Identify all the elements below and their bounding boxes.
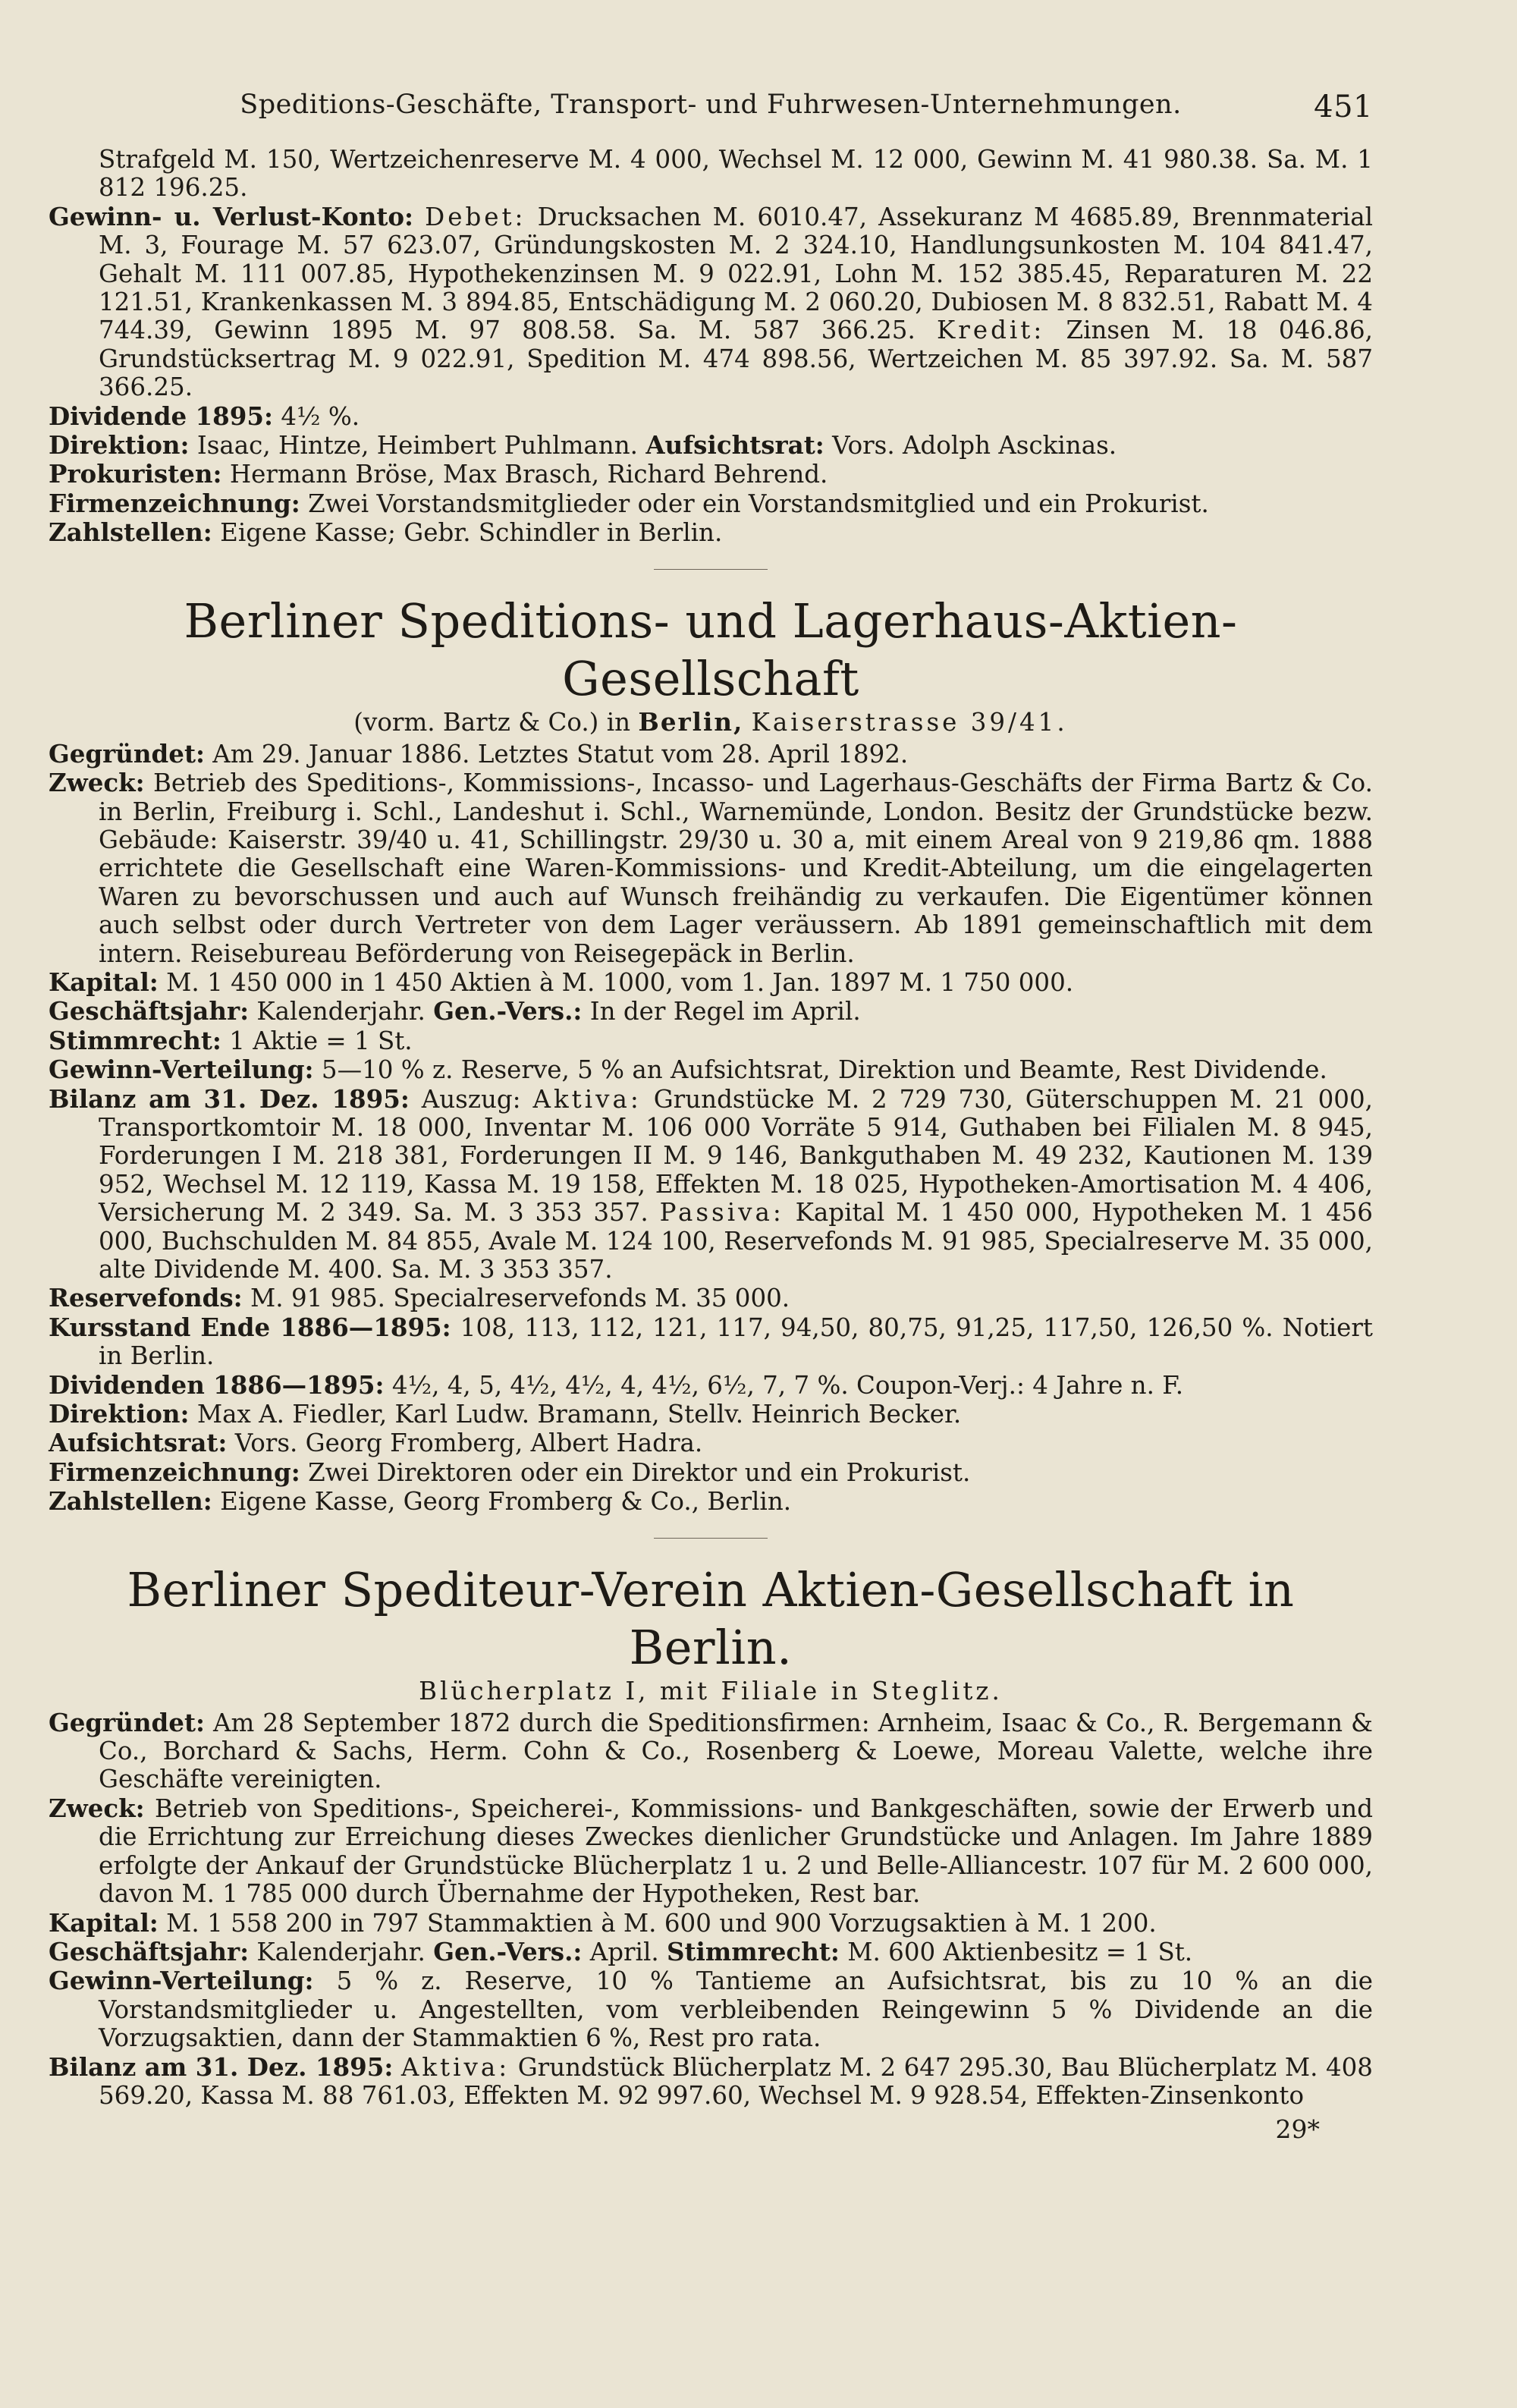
prev-balance-continued: Strafgeld M. 150, Wertzeichenreserve M. 4 000, Wechsel M. 12 000, Gewinn M. 41 980.38. Sa. M. 1 812 196.25. (99, 145, 1373, 203)
running-header (49, 90, 1373, 124)
section-divider (654, 569, 768, 570)
entry-label: Gen.-Vers.: (433, 996, 583, 1026)
company-title: Berliner Spediteur-Verein Aktien-Gesellschaft in Berlin. (127, 1561, 1295, 1675)
entry-value: Vors. Georg Fromberg, Albert Hadra. (234, 1429, 703, 1458)
prev-direktion (49, 431, 1373, 460)
entry-label: Direktion: (49, 1399, 190, 1429)
prev-gewinn-verlust-konto (49, 203, 1373, 402)
entry-value: Zwei Vorstandsmitglieder oder ein Vorstandsmitglied und ein Prokurist. (308, 489, 1209, 518)
entry-value: Kalenderjahr. (256, 997, 426, 1026)
entry-value: Betrieb von Speditions-, Speicherei-, Kommissions- und Bankgeschäften, sowie der Erwerb und die Errichtung zur Erreichung dieses Zweckes dienlicher Grundstücke und Anlagen. Im Jahre 1889 erfolgte der Ankauf der Grundstücke Blücherplatz 1 u. 2 und Belle-Alliancestr. 107 für M. 2 600 000, davon M. 1 785 000 durch Übernahme der Hypotheken, Rest bar. (99, 1793, 1373, 1909)
entry-value: Kalenderjahr. (256, 1937, 426, 1966)
page-number: 451 (1314, 90, 1373, 124)
c1-zahlstellen (49, 1487, 1373, 1516)
prev-firmenzeichnung (49, 489, 1373, 518)
entry-label: Prokuristen: (49, 459, 222, 489)
entry-value: 5 % z. Reserve, 10 % Tantieme an Aufsichtsrat, bis zu 10 % an die Vorstandsmitglieder u. Angestellten, vom verbleibenden Reingewinn 5 % Dividende an die Vorzugsaktien, dann der Stammaktien 6 %, Rest pro rata. (99, 1966, 1373, 2053)
kredit-label: Kredit: (937, 316, 1045, 345)
signature-mark: 29* (1275, 2114, 1320, 2145)
entry-label: Zahlstellen: (49, 1486, 212, 1517)
c1-kapital (49, 968, 1373, 997)
entry-value: Am 28 September 1872 durch die Speditionsfirmen: Arnheim, Isaac & Co., R. Bergemann & Co., Borchard & Sachs, Herm. Cohn & Co., Rosenberg & Loewe, Moreau Valette, welche ihre Geschäfte vereinigten. (99, 1708, 1373, 1794)
c1-dividenden (49, 1371, 1373, 1400)
entry-label: Geschäftsjahr: (49, 996, 250, 1026)
entry-label: Dividende 1895: (49, 401, 273, 431)
passiva-label: Passiva: (659, 1198, 784, 1228)
entry-value: Eigene Kasse; Gebr. Schindler in Berlin. (220, 518, 723, 548)
c1-gewinn-verteilung (49, 1055, 1373, 1084)
entry-label: Zweck: (49, 1793, 145, 1823)
entry-value: M. 1 450 000 in 1 450 Aktien à M. 1000, vom 1. Jan. 1897 M. 1 750 000. (166, 967, 1074, 997)
entry-value: April. (589, 1937, 659, 1966)
c1-direktion (49, 1400, 1373, 1429)
c1-reservefonds (49, 1284, 1373, 1312)
entry-value: Betrieb des Speditions-, Kommissions-, Incasso- und Lagerhaus-Geschäfts der Firma Bartz & Co. in Berlin, Freiburg i. Schl., Landeshut i. Schl., Warnemünde, London. Besitz der Grundstücke bezw. Gebäude: Kaiserstr. 39/40 u. 41, Schillingstr. 29/30 u. 30 a, mit einem Areal von 9 219,86 qm. 1888 errichtete die Gesellschaft eine Waren-Kommissions- und Kredit-Abteilung, um die eingelagerten Waren zu bevorschussen und auch auf Wunsch freihändig zu verkaufen. Die Eigentümer können auch selbst oder durch Vertreter von dem Lager veräussern. Ab 1891 gemeinschaftlich mit dem intern. Reisebureau Beförderung von Reisegepäck in Berlin. (99, 769, 1373, 968)
entry-value: 1 Aktie = 1 St. (229, 1026, 413, 1055)
running-title: Speditions-Geschäfte, Transport- und Fuhrwesen-Unternehmungen. (240, 90, 1182, 120)
company-address: Blücherplatz I, mit Filiale in Steglitz. (419, 1676, 1003, 1705)
entry-value: In der Regel im April. (589, 997, 861, 1026)
address-prefix: (vorm. Bartz & Co.) in (353, 707, 631, 737)
entry-value: 4½ %. (281, 401, 360, 431)
c2-bilanz (49, 2053, 1373, 2111)
entry-label: Zweck: (49, 768, 145, 798)
c1-geschaeftsjahr (49, 997, 1373, 1026)
entry-value: 4½, 4, 5, 4½, 4½, 4, 4½, 6½, 7, 7 %. Coupon-Verj.: 4 Jahre n. F. (391, 1370, 1184, 1400)
company-address (49, 708, 1373, 737)
entry-label: Gewinn- u. Verlust-Konto: (49, 201, 414, 231)
entry-label: Aufsichtsrat: (645, 430, 824, 461)
entry-label: Gegründet: (49, 738, 205, 769)
entry-label: Gewinn-Verteilung: (49, 1055, 314, 1085)
entry-label: Firmenzeichnung: (49, 1457, 300, 1487)
c2-zweck (49, 1794, 1373, 1909)
prev-dividende (49, 402, 1373, 431)
c1-bilanz (49, 1085, 1373, 1284)
entry-value: M. 600 Aktienbesitz = 1 St. (847, 1937, 1193, 1966)
c1-firmenzeichnung (49, 1458, 1373, 1487)
address-street: Kaiserstrasse 39/41. (751, 707, 1068, 737)
c1-aufsichtsrat (49, 1429, 1373, 1457)
entry-label: Zahlstellen: (49, 517, 212, 548)
c2-gewinn-verteilung (49, 1966, 1373, 2052)
entry-label: Kapital: (49, 1907, 159, 1938)
c2-geschaeftsjahr (49, 1938, 1373, 1966)
entry-value: Vors. Adolph Asckinas. (832, 431, 1117, 461)
aktiva-items: Grundstück Blücherplatz M. 2 647 295.30, Bau Blücherplatz M. 408 569.20, Kassa M. 88 761.03, Effekten M. 92 997.60, Wechsel M. 9 928.54, Effekten-Zinsenkonto (99, 2052, 1373, 2110)
entry-value: Hermann Bröse, Max Brasch, Richard Behrend. (229, 460, 828, 489)
c2-kapital (49, 1909, 1373, 1938)
entry-value: Am 29. Januar 1886. Letztes Statut vom 28. April 1892. (212, 739, 909, 769)
aktiva-items: Grundstücke M. 2 729 730, Güterschuppen M. 21 000, Transportkomtoir M. 18 000, Inventar M. 106 000 Vorräte 5 914, Guthaben bei Filialen M. 8 945, Forderungen I M. 218 381, Forderungen II M. 9 146, Bankguthaben M. 49 232, Kautionen M. 139 952, Wechsel M. 12 119, Kassa M. 19 158, Effekten M. 18 025, Hypotheken-Amortisation M. 4 406, Versicherung M. 2 349. Sa. M. 3 353 357. (99, 1084, 1373, 1228)
debet-items: Drucksachen M. 6010.47, Assekuranz M 4685.89, Brennmaterial M. 3, Fourage M. 57 623.07, Gründungskosten M. 2 324.10, Handlungsunkosten M. 104 841.47, Gehalt M. 111 007.85, Hypothekenzinsen M. 9 022.91, Lohn M. 152 385.45, Reparaturen M. 22 121.51, Krankenkassen M. 3 894.85, Entschädigung M. 2 060.20, Dubiosen M. 8 832.51, Rabatt M. 4 744.39, Gewinn 1895 M. 97 808.58. Sa. M. 587 366.25. (99, 202, 1373, 345)
aktiva-label: Aktiva: (532, 1084, 642, 1114)
entry-value: M. 91 985. Specialreservefonds M. 35 000. (250, 1284, 790, 1313)
prev-prokuristen (49, 460, 1373, 489)
entry-label: Direktion: (49, 430, 190, 461)
address-city: Berlin, (638, 706, 744, 737)
entry-value: Eigene Kasse, Georg Fromberg & Co., Berlin. (220, 1487, 792, 1517)
entry-label: Geschäftsjahr: (49, 1936, 250, 1966)
c1-stimmrecht (49, 1026, 1373, 1055)
entry-value: 108, 113, 112, 121, 117, 94,50, 80,75, 91,25, 117,50, 126,50 %. Notiert in Berlin. (99, 1312, 1373, 1371)
aktiva-label: Aktiva: (400, 2052, 510, 2082)
entry-label: Stimmrecht: (49, 1025, 221, 1055)
c1-gegruendet (49, 740, 1373, 769)
c1-zweck (49, 769, 1373, 968)
company-title: Berliner Speditions- und Lagerhaus-Aktien-Gesellschaft (184, 593, 1238, 706)
entry-value: Isaac, Hintze, Heimbert Puhlmann. (196, 431, 639, 461)
debet-label: Debet: (425, 202, 526, 231)
entry-value: 5—10 % z. Reserve, 5 % an Aufsichtsrat, Direktion und Beamte, Rest Dividende. (321, 1055, 1327, 1085)
entry-label: Bilanz am 31. Dez. 1895: (49, 1083, 410, 1114)
entry-value: Max A. Fiedler, Karl Ludw. Bramann, Stellv. Heinrich Becker. (196, 1400, 962, 1429)
entry-value: M. 1 558 200 in 797 Stammaktien à M. 600 und 900 Vorzugsaktien à M. 1 200. (166, 1908, 1157, 1938)
c1-kursstand (49, 1313, 1373, 1371)
entry-label: Bilanz am 31. Dez. 1895: (49, 2051, 394, 2082)
entry-label: Stimmrecht: (667, 1936, 840, 1966)
entry-label: Gegründet: (49, 1707, 205, 1737)
entry-label: Dividenden 1886—1895: (49, 1369, 385, 1400)
entry-label: Kursstand Ende 1886—1895: (49, 1312, 451, 1342)
entry-label: Gewinn-Verteilung: (49, 1966, 314, 1996)
c2-gegruendet (49, 1709, 1373, 1794)
entry-label: Reservefonds: (49, 1283, 243, 1313)
entry-label: Firmenzeichnung: (49, 488, 300, 518)
entry-label: Aufsichtsrat: (49, 1428, 228, 1458)
kredit-items: Zinsen M. 18 046.86, Grundstücksertrag M. 9 022.91, Spedition M. 474 898.56, Wertzeichen M. 85 397.92. Sa. M. 587 366.25. (99, 316, 1373, 402)
prev-zahlstellen (49, 518, 1373, 547)
entry-value: Zwei Direktoren oder ein Direktor und ein Prokurist. (308, 1457, 971, 1487)
entry-label: Gen.-Vers.: (433, 1936, 583, 1966)
passiva-items: Kapital M. 1 450 000, Hypotheken M. 1 456 000, Buchschulden M. 84 855, Avale M. 124 100, Reservefonds M. 91 985, Specialreserve M. 35 000, alte Dividende M. 400. Sa. M. 3 353 357. (99, 1198, 1373, 1284)
entry-label: Kapital: (49, 967, 159, 997)
bilanz-intro: Auszug: (421, 1084, 521, 1114)
section-divider (654, 1538, 768, 1539)
